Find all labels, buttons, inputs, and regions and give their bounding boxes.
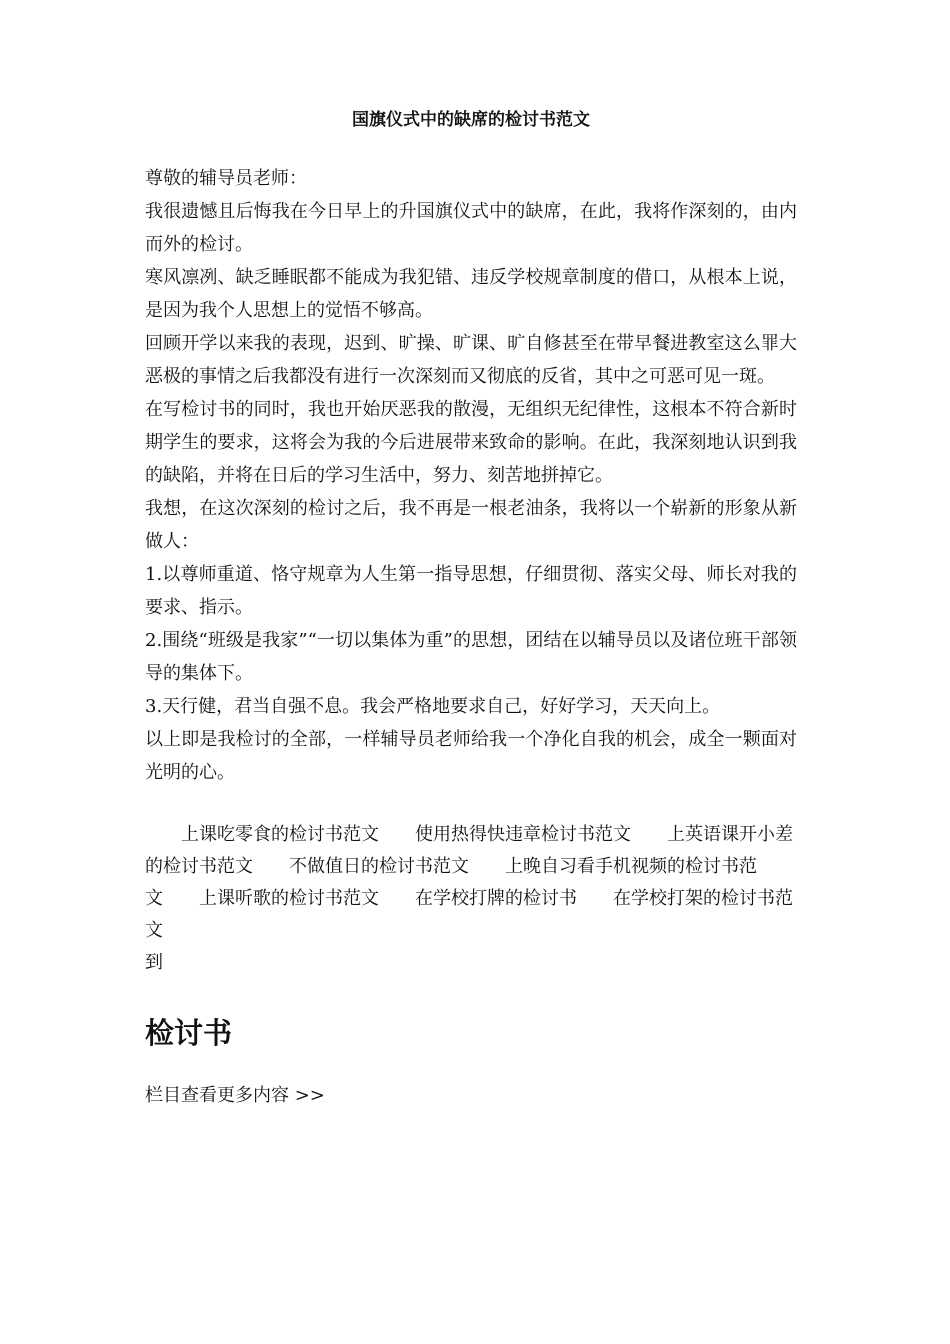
document-title: 国旗仪式中的缺席的检讨书范文: [352, 110, 590, 130]
section-title[interactable]: 检讨书: [145, 1016, 233, 1050]
greeting: 尊敬的辅导员老师：: [145, 168, 307, 189]
paragraph-1: 我很遗憾且后悔我在今日早上的升国旗仪式中的缺席，在此，我将作深刻的，由内而外的检讨。: [145, 201, 797, 255]
list-item-1: 1.以尊师重道、恪守规章为人生第一指导思想，仔细贯彻、落实父母、师长对我的要求、指示。: [145, 564, 797, 618]
related-link[interactable]: 上晚自习看手机视频的检讨书范文: [145, 856, 757, 909]
list-item-3: 3.天行健，君当自强不息。我会严格地要求自己，好好学习，天天向上。: [145, 696, 721, 717]
related-link[interactable]: 在学校打架的检讨书范文: [145, 888, 793, 941]
more-content-link[interactable]: 栏目查看更多内容 >>: [145, 1085, 325, 1106]
paragraph-3: 回顾开学以来我的表现，迟到、旷操、旷课、旷自修甚至在带早餐进教室这么罪大恶极的事情之后我都没有进行一次深刻而又彻底的反省，其中之可恶可见一斑。: [145, 333, 797, 387]
related-link[interactable]: 使用热得快违章检讨书范文: [415, 824, 631, 845]
related-links: [145, 819, 797, 947]
document-page: [145, 108, 797, 1111]
related-link[interactable]: 上课听歌的检讨书范文: [199, 888, 379, 909]
related-link[interactable]: 不做值日的检讨书范文: [289, 856, 469, 877]
paragraph-5: 我想，在这次深刻的检讨之后，我不再是一根老油条，我将以一个崭新的形象从新做人：: [145, 498, 797, 552]
paragraph-2: 寒风凛冽、缺乏睡眠都不能成为我犯错、违反学校规章制度的借口，从根本上说，是因为我个人思想上的觉悟不够高。: [145, 267, 797, 321]
related-link[interactable]: 上英语课开小差的检讨书范文: [145, 824, 793, 877]
paragraph-4: 在写检讨书的同时，我也开始厌恶我的散漫，无组织无纪律性，这根本不符合新时期学生的要求，这将会为我的今后进展带来致命的影响。在此，我深刻地认识到我的缺陷，并将在日后的学习生活中，努力、刻苦地拼掉它。: [145, 399, 797, 486]
list-item-2: 2.围绕“班级是我家”“一切以集体为重”的思想，团结在以辅导员以及诸位班干部领导的集体下。: [145, 630, 797, 684]
related-link[interactable]: 上课吃零食的检讨书范文: [181, 824, 379, 845]
closing-paragraph: 以上即是我检讨的全部，一样辅导员老师给我一个净化自我的机会，成全一颗面对光明的心。: [145, 729, 797, 783]
to-text: 到: [145, 952, 163, 973]
related-link[interactable]: 在学校打牌的检讨书: [415, 888, 577, 909]
